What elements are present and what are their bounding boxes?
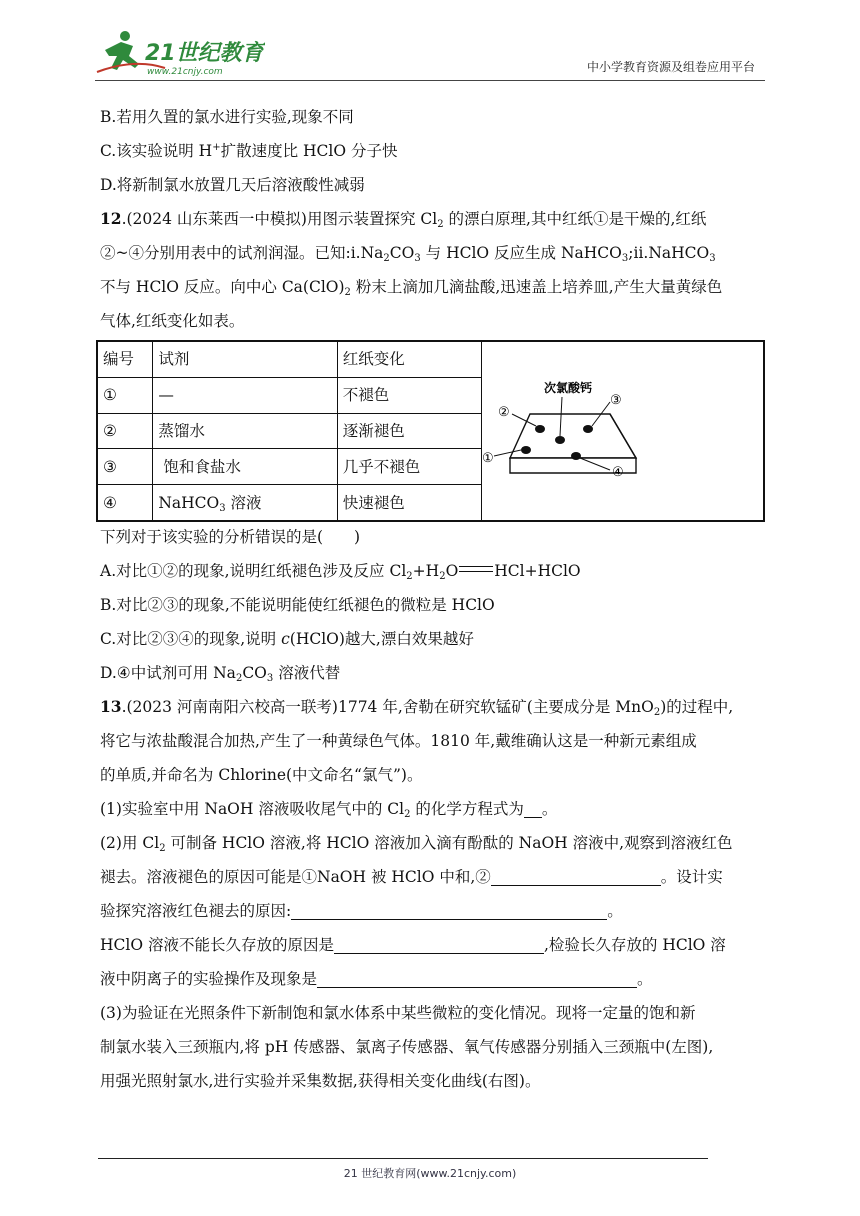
answer-blank[interactable] — [291, 900, 607, 920]
figure-label-calcium-hypochlorite: 次氯酸钙 — [543, 381, 592, 395]
table-cell: 逐渐褪色 — [337, 413, 481, 449]
q11-option-c: C.该实验说明 H+扩散速度比 HClO 分子快 — [100, 142, 398, 160]
table-cell: ① — [97, 377, 153, 413]
equals-sign — [459, 566, 493, 572]
answer-blank[interactable] — [317, 968, 637, 988]
page-footer: 21 世纪教育网(www.21cnjy.com) — [343, 1167, 517, 1180]
q13-part-2-line-4: HClO 溶液不能长久存放的原因是 ,检验长久存放的 HClO 溶 — [100, 936, 726, 954]
table-cell: 快速褪色 — [337, 485, 481, 521]
spot-2 — [535, 425, 545, 433]
answer-blank[interactable] — [334, 934, 544, 954]
table-cell: 几乎不褪色 — [337, 449, 481, 485]
spot-1 — [521, 446, 531, 454]
q13-part-2-line-3: 验探究溶液红色褪去的原因: 。 — [100, 902, 623, 920]
table-cell: NaHCO$_3$ 溶液 — [153, 485, 337, 521]
table-cell: 蒸馏水 — [153, 413, 337, 449]
table-header-cell: 编号 — [97, 341, 153, 377]
petri-dish-diagram — [482, 342, 763, 520]
q13-part-1: (1)实验室中用 NaOH 溶液吸收尾气中的 $Cl_2$ 的化学方程式为 。 — [100, 800, 558, 820]
q13-stem-line-1: 13.(2023 河南南阳六校高一联考)1774 年,舍勒在研究软锰矿(主要成分是 MnO$_2$)的过程中, — [100, 697, 734, 718]
site-logo — [95, 28, 265, 78]
q12-stem-line-4: 气体,红纸变化如表。 — [100, 312, 245, 330]
q12-table-area — [96, 340, 765, 520]
q13-part-2-line-2: 褪去。溶液褪色的原因可能是①NaOH 被 HClO 中和,② 。设计实 — [100, 868, 723, 886]
page-content — [100, 100, 765, 1098]
table-cell: 不褪色 — [337, 377, 481, 413]
spot-3 — [583, 425, 593, 433]
q12-stem-line-1: 12.(2024 山东莱西一中模拟)用图示装置探究 $Cl_2$ 的漂白原理,其中红纸①是干燥的,红纸 — [100, 209, 707, 230]
figure-label-3: ③ — [609, 393, 622, 408]
table-header-cell: 试剂 — [153, 341, 337, 377]
q12-number: 12 — [100, 209, 122, 228]
q13-part-2-line-5: 液中阴离子的实验操作及现象是 。 — [100, 970, 653, 988]
q11-option-d: D.将新制氯水放置几天后溶液酸性减弱 — [100, 176, 365, 194]
q12-option-b: B.对比②③的现象,不能说明能使红纸褪色的微粒是 HClO — [100, 596, 495, 614]
figure-label-2: ② — [497, 405, 510, 420]
logo-text: 21世纪教育 — [145, 41, 264, 66]
q13-part-3-line-2: 制氯水装入三颈瓶内,将 pH 传感器、氯离子传感器、氧气传感器分别插入三颈瓶中(左图), — [100, 1038, 714, 1056]
q12-stem-line-3: 不与 HClO 反应。向中心 $Ca(ClO)_2$ 粉末上滴加几滴盐酸,迅速盖上培养皿,产生大量黄绿色 — [100, 278, 723, 298]
table-header-row — [97, 341, 764, 377]
footer-divider — [98, 1158, 708, 1159]
q12-option-d: D.④中试剂可用 $Na_2CO_3$ 溶液代替 — [100, 664, 341, 684]
q12-table — [96, 340, 765, 522]
figure-label-4: ④ — [611, 465, 624, 480]
table-header-cell: 红纸变化 — [337, 341, 481, 377]
table-cell: ③ — [97, 449, 153, 485]
q12-option-c: C.对比②③④的现象,说明 c(HClO)越大,漂白效果越好 — [100, 630, 474, 648]
table-cell: ② — [97, 413, 153, 449]
q12-prompt: 下列对于该实验的分析错误的是( ) — [100, 528, 361, 546]
answer-blank[interactable] — [524, 798, 542, 818]
q12-figure-cell — [481, 341, 764, 521]
table-cell: — — [153, 377, 337, 413]
page-header — [95, 28, 765, 84]
q12-stem-line-2: ②~④分别用表中的试剂润湿。已知$:ⅰ.Na_2CO_3$ 与 HClO 反应生成 NaHCO$_3$;ⅱ.NaHCO$_3$ — [100, 244, 716, 264]
answer-blank[interactable] — [491, 866, 661, 886]
figure-label-1: ① — [481, 451, 494, 466]
q11-option-b: B.若用久置的氯水进行实验,现象不同 — [100, 108, 354, 126]
q13-stem-line-3: 的单质,并命名为 Chlorine(中文命名“氯气”)。 — [100, 766, 423, 784]
q13-part-2-line-1: (2)用 $Cl_2$ 可制备 HClO 溶液,将 HClO 溶液加入滴有酚酞的 NaOH 溶液中,观察到溶液红色 — [100, 834, 733, 854]
table-cell: 饱和食盐水 — [153, 449, 337, 485]
table-cell: ④ — [97, 485, 153, 521]
q13-part-3-line-3: 用强光照射氯水,进行实验并采集数据,获得相关变化曲线(右图)。 — [100, 1072, 541, 1090]
q13-stem-line-2: 将它与浓盐酸混合加热,产生了一种黄绿色气体。1810 年,戴维确认这是一种新元素组成 — [100, 732, 697, 750]
logo-url: www.21cnjy.com — [147, 67, 223, 77]
q13-number: 13 — [100, 697, 122, 716]
spot-4 — [571, 452, 581, 460]
header-divider — [95, 80, 765, 81]
q12-option-a: A.对比①②的现象,说明红纸褪色涉及反应 $Cl_2+H_2O$ HCl+HClO — [100, 562, 581, 582]
platform-label: 中小学教育资源及组卷应用平台 — [586, 60, 755, 74]
spot-center — [555, 436, 565, 444]
q13-part-3-line-1: (3)为验证在光照条件下新制饱和氯水体系中某些微粒的变化情况。现将一定量的饱和新 — [100, 1004, 696, 1022]
